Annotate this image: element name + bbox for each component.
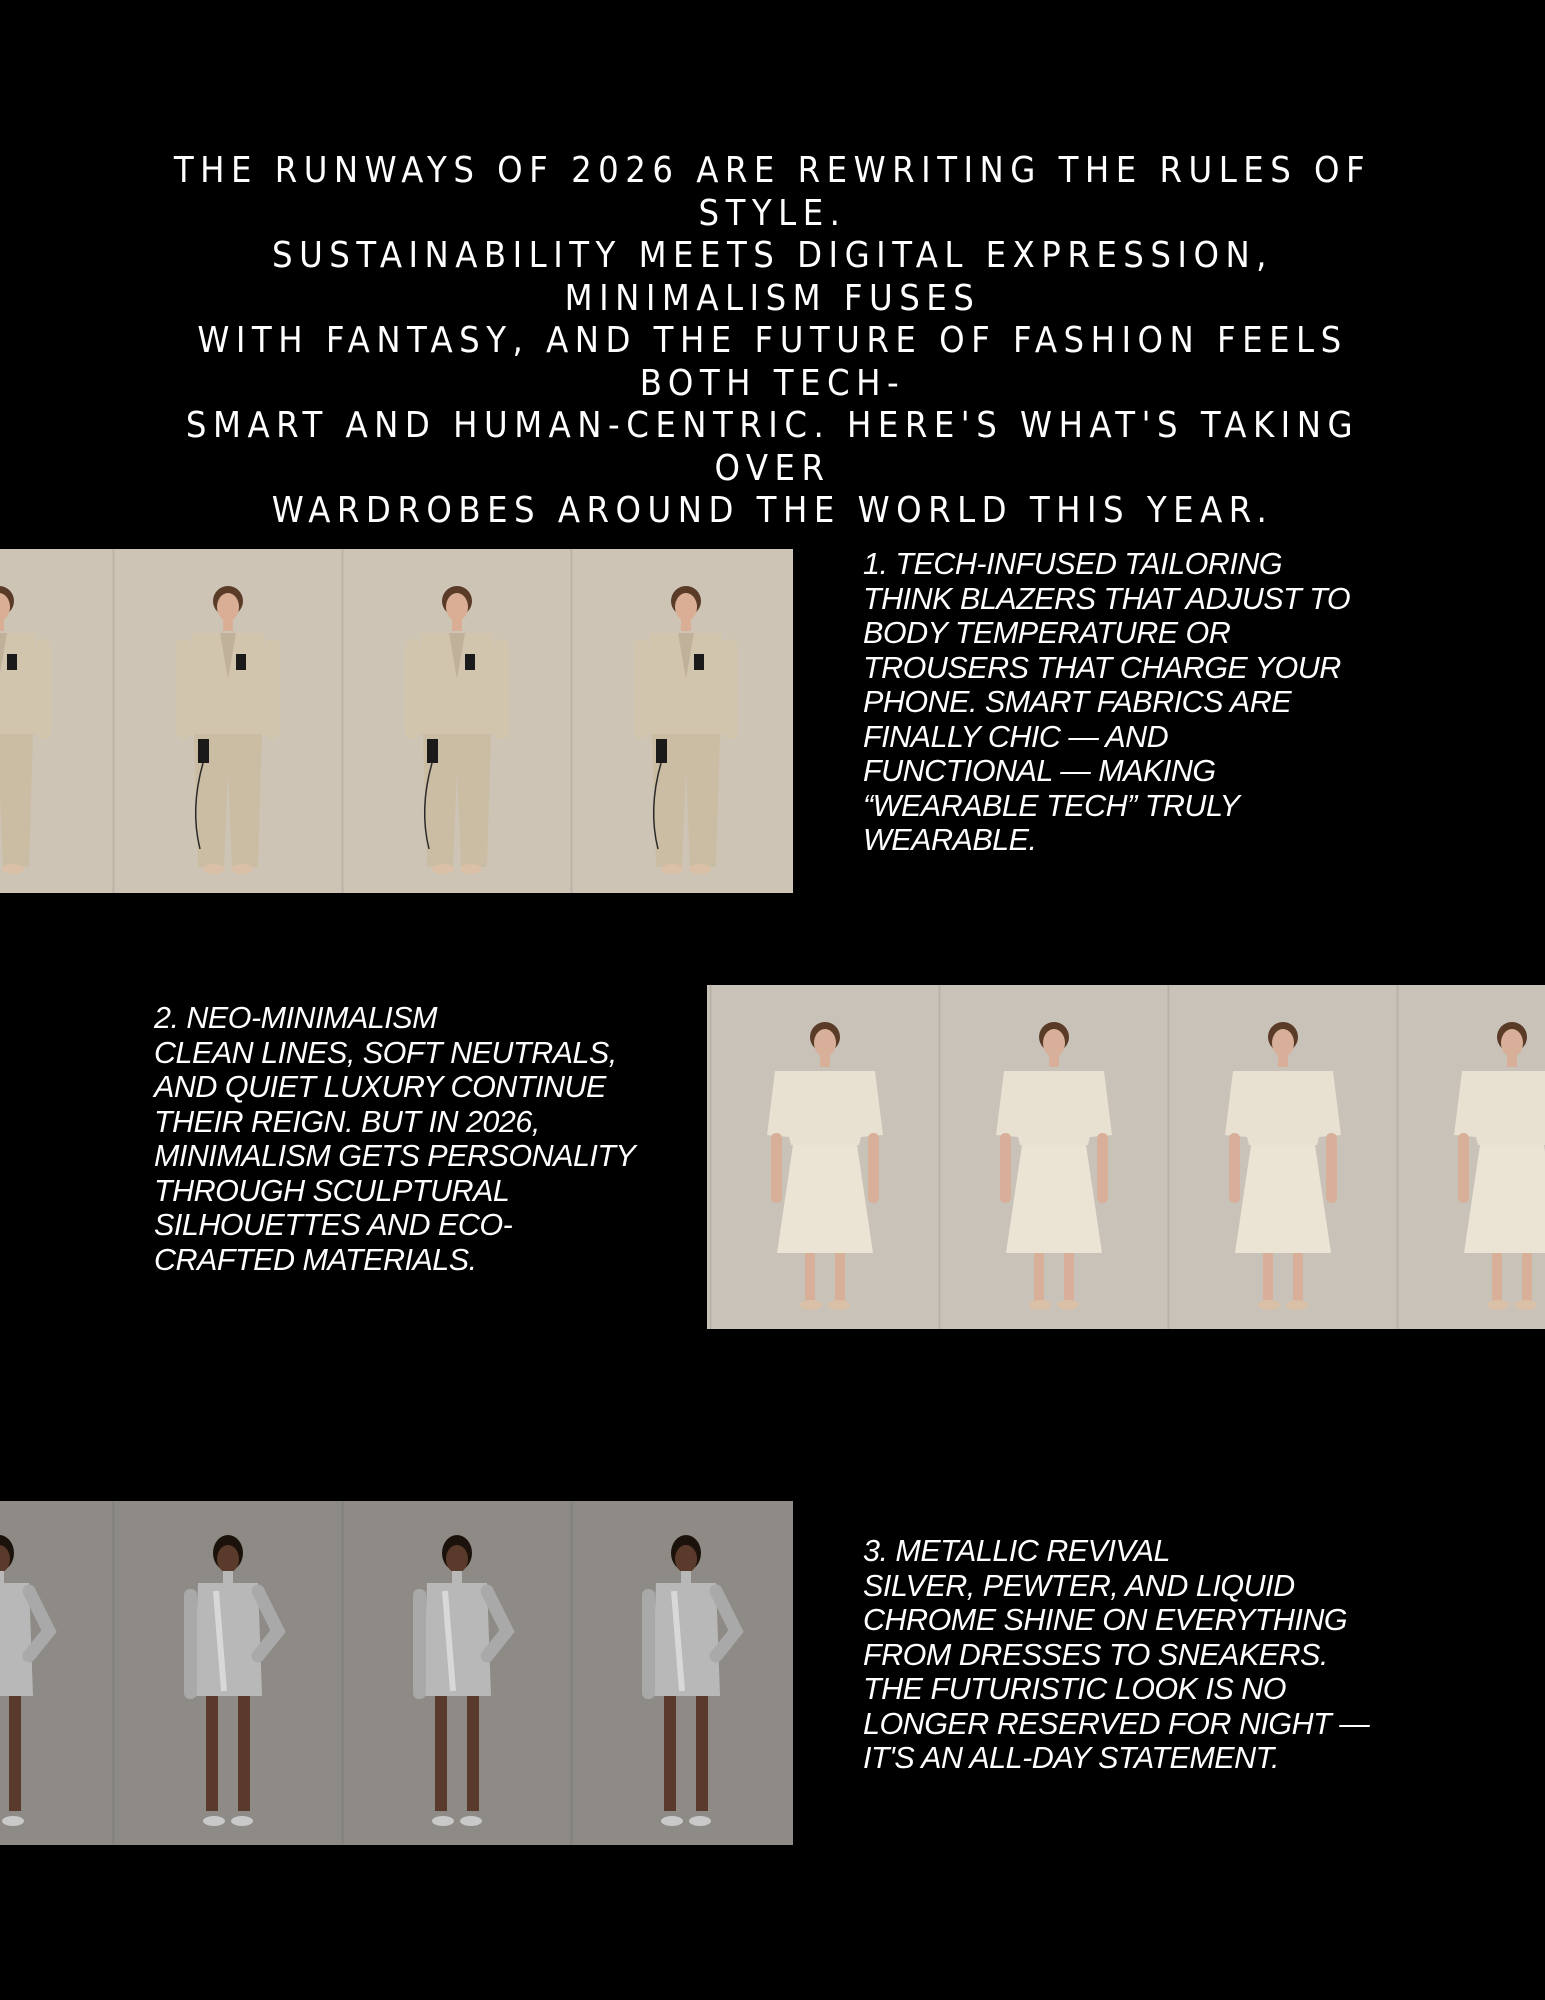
trend-text-line: CRAFTED MATERIALS. — [154, 1242, 477, 1277]
trend-text-line: THEIR REIGN. BUT IN 2026, — [154, 1104, 540, 1139]
model-photo — [114, 1501, 343, 1845]
intro-line: THE RUNWAYS OF 2026 ARE REWRITING THE RULES OF STYLE. — [173, 150, 1372, 234]
intro-line: SUSTAINABILITY MEETS DIGITAL EXPRESSION, MINIMALISM FUSES — [272, 235, 1273, 319]
trend-text-line: FROM DRESSES TO SNEAKERS. — [863, 1637, 1328, 1672]
trend-text-line: THINK BLAZERS THAT ADJUST TO — [863, 581, 1351, 616]
intro-line: WITH FANTASY, AND THE FUTURE OF FASHION FEELS BOTH TECH- — [197, 320, 1348, 404]
model-photo — [343, 549, 572, 893]
intro-line: WARDROBES AROUND THE WORLD THIS YEAR. — [271, 490, 1274, 531]
model-photo — [0, 1501, 114, 1845]
trend-text-line: THROUGH SCULPTURAL — [154, 1173, 510, 1208]
trend-text-line: WEARABLE. — [863, 823, 1037, 857]
neo-minimalism-photo-strip — [707, 985, 1545, 1329]
trend-text-line: “WEARABLE TECH” TRULY — [863, 788, 1240, 823]
model-photo — [572, 1501, 794, 1845]
trend-text-line: MINIMALISM GETS PERSONALITY — [154, 1139, 636, 1173]
model-in-cream-top-and-skirt-photos — [707, 985, 1545, 1329]
trend-metallic-revival — [863, 1534, 1369, 1776]
trend-text-line: LONGER RESERVED FOR NIGHT — — [863, 1706, 1370, 1741]
model-in-silver-metallic-dress-photos — [0, 1501, 793, 1845]
metallic-revival-photo-strip — [0, 1501, 793, 1845]
model-photo — [940, 985, 1169, 1329]
model-photo — [0, 549, 114, 893]
trend-text-line: TROUSERS THAT CHARGE YOUR — [863, 650, 1341, 685]
model-photo — [711, 985, 940, 1329]
intro-paragraph — [160, 150, 1385, 533]
model-photo — [572, 549, 794, 893]
trend-heading: 2. NEO-MINIMALISM — [154, 1001, 437, 1035]
trend-neo-minimalism — [154, 1001, 635, 1277]
trend-tech-infused-tailoring — [863, 547, 1350, 858]
trend-text-line: BODY TEMPERATURE OR — [863, 616, 1231, 650]
model-photo — [1169, 985, 1398, 1329]
trend-text-line: FUNCTIONAL — MAKING — [863, 754, 1216, 788]
model-photo — [114, 549, 343, 893]
model-in-beige-tech-suit-photos — [0, 549, 793, 893]
trend-text-line: CLEAN LINES, SOFT NEUTRALS, — [154, 1035, 617, 1070]
trend-heading: 1. TECH-INFUSED TAILORING — [863, 547, 1283, 581]
model-photo — [343, 1501, 572, 1845]
trend-text-line: CHROME SHINE ON EVERYTHING — [863, 1603, 1348, 1637]
trend-text-line: AND QUIET LUXURY CONTINUE — [154, 1070, 606, 1104]
trend-text-line: SILHOUETTES AND ECO- — [154, 1208, 513, 1242]
intro-line: SMART AND HUMAN-CENTRIC. HERE'S WHAT'S TAKING OVER — [185, 405, 1360, 489]
trend-text-line: SILVER, PEWTER, AND LIQUID — [863, 1568, 1295, 1603]
trend-text-line: THE FUTURISTIC LOOK IS NO — [863, 1672, 1287, 1706]
trend-text-line: IT'S AN ALL-DAY STATEMENT. — [863, 1741, 1279, 1775]
trend-heading: 3. METALLIC REVIVAL — [863, 1534, 1170, 1568]
model-photo — [1398, 985, 1545, 1329]
trend-text-line: PHONE. SMART FABRICS ARE — [863, 685, 1292, 719]
tech-tailoring-photo-strip — [0, 549, 793, 893]
trend-text-line: FINALLY CHIC — AND — [863, 719, 1169, 754]
